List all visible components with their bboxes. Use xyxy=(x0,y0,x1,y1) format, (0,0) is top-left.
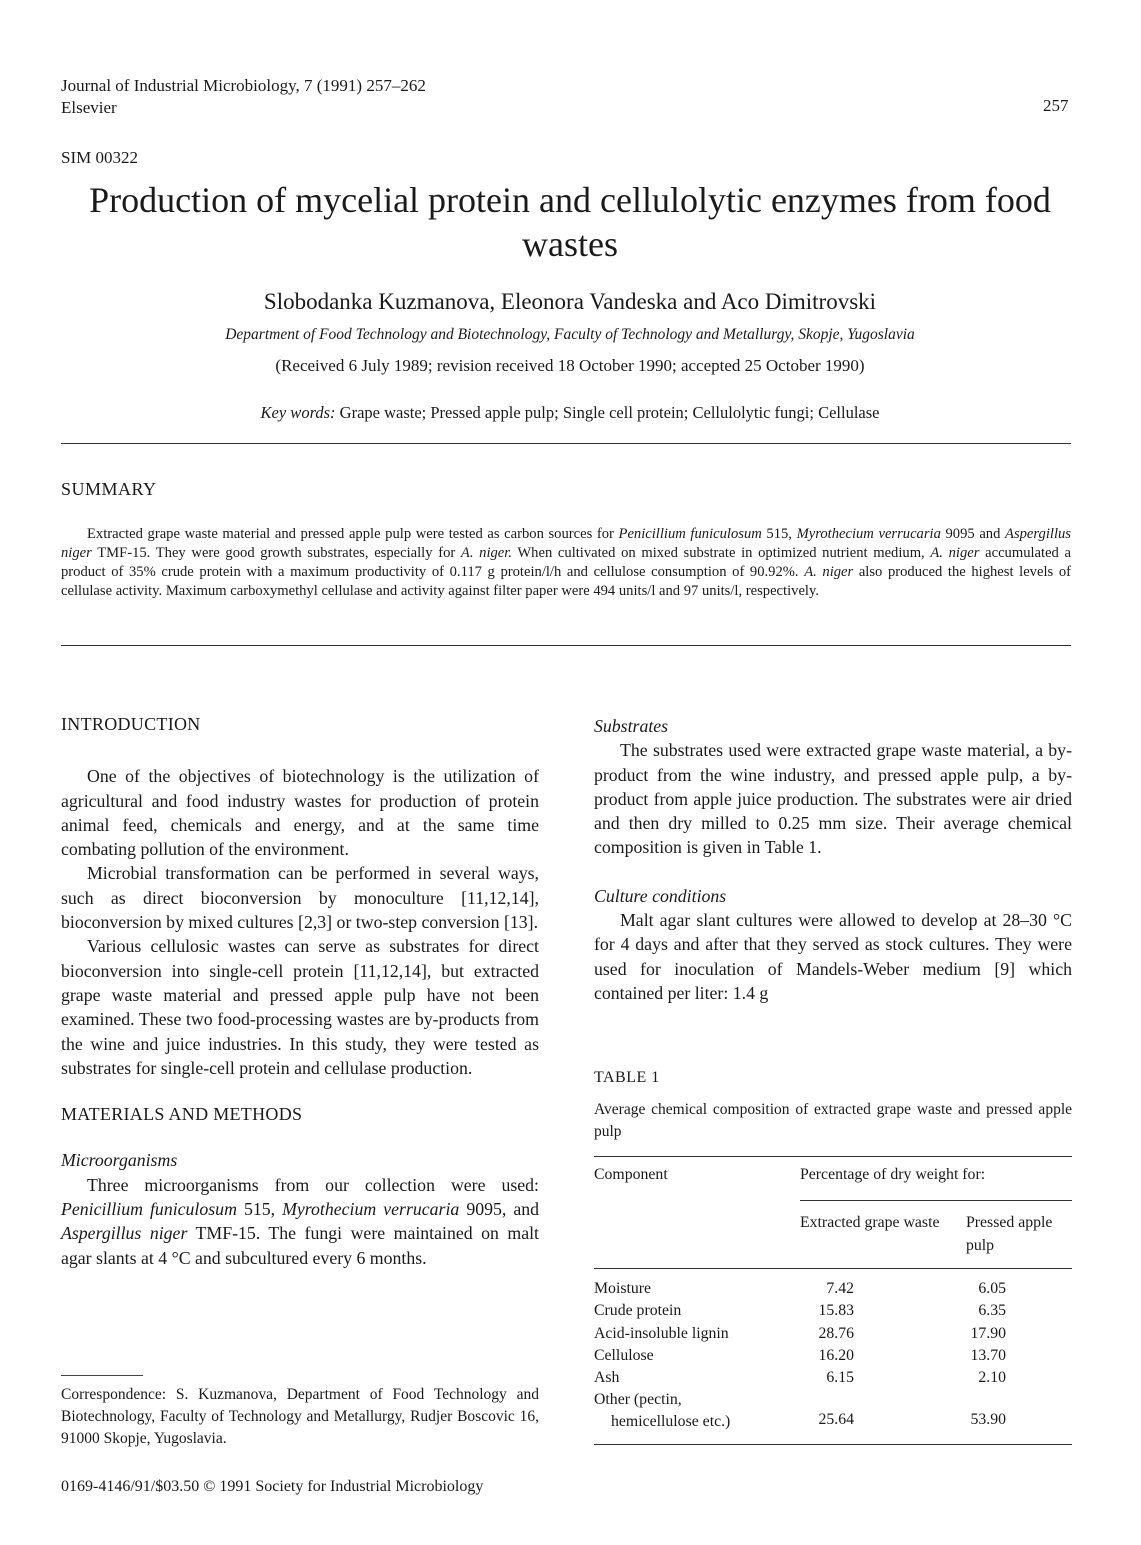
page-number: 257 xyxy=(1043,96,1069,115)
publisher: Elsevier xyxy=(61,98,117,117)
table-rule-bottom xyxy=(594,1444,1072,1445)
microorganisms-text: Three microorganisms from our collection were used: Penicillium funiculosum 515, Myrothecium verrucaria 9095, and Aspergillus niger TMF-15. The fungi were maintained on malt agar slants at 4 °C and subcultured every 6 months. xyxy=(61,1174,540,1268)
table-row-other xyxy=(594,1389,730,1434)
table-cell-component: Cellulose xyxy=(594,1346,654,1364)
keywords xyxy=(40,403,1100,423)
keywords-text: Grape waste; Pressed apple pulp; Single cell protein; Cellulolytic fungi; Cellulase xyxy=(339,403,880,422)
table-header-component: Component xyxy=(594,1166,668,1183)
table-cell-component: hemicellulose etc.) xyxy=(611,1413,731,1431)
table-cell-grape: 6.15 xyxy=(826,1369,854,1387)
keywords-label: Key words: xyxy=(260,403,336,422)
table-row xyxy=(594,1278,1072,1300)
table-label: TABLE 1 xyxy=(594,1069,660,1086)
table-rule-group xyxy=(800,1200,1072,1201)
received-dates: (Received 6 July 1989; revision received 18 October 1990; accepted 25 October 1990) xyxy=(275,356,865,375)
summary-heading: SUMMARY xyxy=(61,479,157,499)
table-cell-component: Moisture xyxy=(594,1280,652,1297)
table-cell-component: Ash xyxy=(594,1369,620,1387)
substrates-text: The substrates used were extracted grape waste material, a by-product from the wine industry, and pressed apple pulp, a by-product from apple juice production. The substrates were air dried and then dry milled to 0.25 mm size. Their average chemical composition is given in Table 1. xyxy=(594,740,1072,858)
table-header-group: Percentage of dry weight for: xyxy=(800,1166,986,1183)
table-cell-grape: 28.76 xyxy=(818,1324,854,1342)
table-row xyxy=(594,1300,1072,1322)
table-body xyxy=(594,1278,1072,1389)
summary-text: Extracted grape waste material and pressed apple pulp were tested as carbon sources for Penicillium funiculosum 515, Myrothecium verrucaria 9095 and Aspergillus niger TMF-15. They were good growth substrates, especially for A. niger. When cultivated on mixed substrate in optimized nutrient medium, A. niger accumulated a product of 35% crude protein with a maximum productivity of 0.117 g protein/l/h and cellulose consumption of 90.92%. A. niger also produced the highest levels of cellulase activity. Maximum carboxymethyl cellulase and activity against filter paper were 494 units/l and 97 units/l, respectively. xyxy=(61,526,1072,599)
correspondence-footnote: Correspondence: S. Kuzmanova, Department of Food Technology and Biotechnology, Faculty of Technology and Metallurgy, Rudjer Boscovic 16, 91000 Skopje, Yugoslavia. xyxy=(61,1386,539,1447)
footnote-rule xyxy=(61,1375,143,1376)
table-rule-top xyxy=(594,1156,1072,1157)
table-cell-apple: 6.05 xyxy=(978,1280,1006,1297)
table-cell-apple: 17.90 xyxy=(970,1324,1006,1342)
table-cell-component: Acid-insoluble lignin xyxy=(594,1324,729,1342)
introduction-heading: INTRODUCTION xyxy=(61,714,201,734)
table-row xyxy=(594,1323,1072,1345)
intro-paragraph-3: Various cellulosic wastes can serve as substrates for direct bioconversion into single-cell protein [11,12,14], but extracted grape waste material and pressed apple pulp have not been examined. These two food-processing wastes are by-products from the wine and juice industries. In this study, they were tested as substrates for single-cell protein and cellulase production. xyxy=(61,936,539,1078)
intro-paragraph-2: Microbial transformation can be performed in several ways, such as direct bioconversion by monoculture [11,12,14], bioconversion by mixed cultures [2,3] or two-step conversion [13]. xyxy=(61,863,539,933)
table-cell-component: Other (pectin, xyxy=(594,1391,682,1408)
journal-citation: Journal of Industrial Microbiology, 7 (1991) 257–262 xyxy=(61,76,426,95)
table-cell-component: Crude protein xyxy=(594,1302,682,1320)
culture-text: Malt agar slant cultures were allowed to develop at 28–30 °C for 4 days and after that they served as stock cultures. They were used for inoculation of Mandels-Weber medium [9] which contained per liter: 1.4 g xyxy=(594,910,1072,1003)
divider-bottom xyxy=(61,645,1071,646)
table-cell-grape: 7.42 xyxy=(826,1280,854,1297)
table-cell-grape: 16.20 xyxy=(818,1346,854,1364)
methods-heading: MATERIALS AND METHODS xyxy=(61,1104,303,1125)
paper-title: Production of mycelial protein and cellulolytic enzymes from food wastes xyxy=(89,180,1051,264)
affiliation: Department of Food Technology and Biotechnology, Faculty of Technology and Metallurgy, Skopje, Yugoslavia xyxy=(225,326,915,343)
table-rule-mid xyxy=(594,1268,1072,1269)
table-header-grape: Extracted grape waste xyxy=(800,1214,940,1231)
table-cell-apple: 2.10 xyxy=(978,1369,1006,1387)
copyright-line: 0169-4146/91/$03.50 © 1991 Society for Industrial Microbiology xyxy=(61,1478,484,1495)
microorganisms-heading: Microorganisms xyxy=(61,1150,178,1171)
table-cell-apple: 6.35 xyxy=(978,1302,1006,1320)
intro-paragraph-1: One of the objectives of biotechnology is the utilization of agricultural and food industry wastes for production of protein animal feed, chemicals and energy, and at the same time combating pollution of the environment. xyxy=(61,766,539,860)
substrates-heading: Substrates xyxy=(594,716,669,736)
table-caption: Average chemical composition of extracted grape waste and pressed apple pulp xyxy=(594,1101,1072,1140)
table-cell-grape: 25.64 xyxy=(818,1411,854,1428)
table-cell-apple: 13.70 xyxy=(970,1346,1006,1364)
table-cell-grape: 15.83 xyxy=(818,1302,854,1320)
right-column xyxy=(594,714,1072,1005)
table-row xyxy=(594,1367,1072,1389)
culture-heading: Culture conditions xyxy=(594,885,727,906)
left-column xyxy=(61,712,539,1270)
authors: Slobodanka Kuzmanova, Eleonora Vandeska and Aco Dimitrovski xyxy=(263,289,877,314)
divider-top xyxy=(61,443,1071,444)
table-row xyxy=(594,1345,1072,1367)
table-cell-apple: 53.90 xyxy=(970,1411,1006,1428)
sim-id: SIM 00322 xyxy=(61,148,138,167)
table-header-apple: Pressed apple pulp xyxy=(966,1214,1053,1254)
